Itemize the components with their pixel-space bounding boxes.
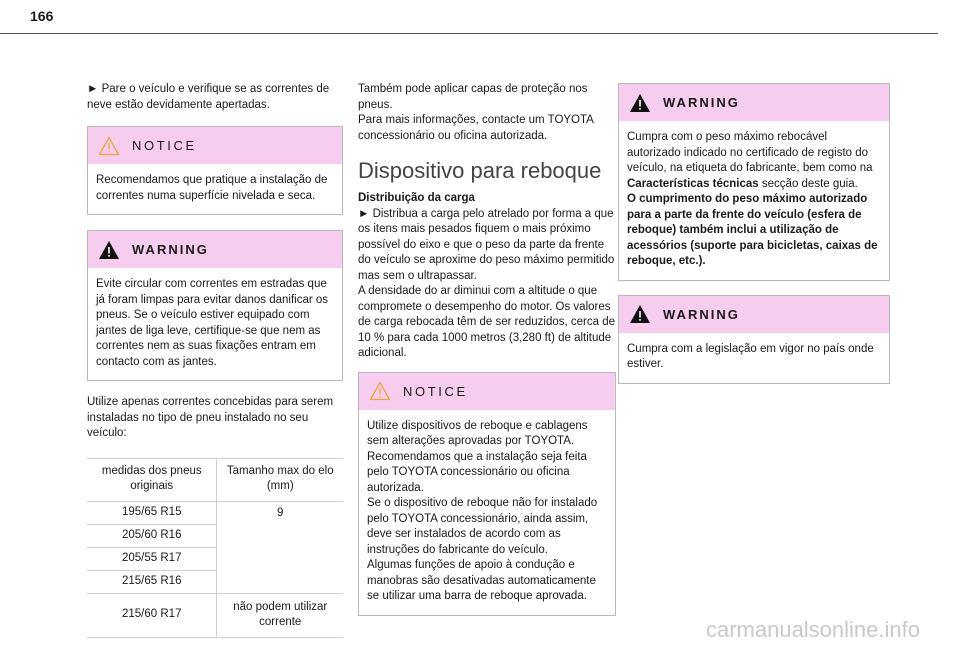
- warning-triangle-icon: [629, 93, 651, 113]
- watermark: carmanualsonline.info: [705, 617, 920, 642]
- towing-weight-text: [627, 130, 881, 192]
- header-rule: [0, 33, 938, 34]
- chains-paragraph: Utilize apenas correntes concebidas para serem instaladas no tipo de pneu instalado no seu veículo:: [87, 396, 334, 439]
- table-cell-tyre: 205/60 R16: [87, 524, 217, 547]
- text-run: secção deste guia.: [758, 177, 858, 190]
- warning-triangle-icon: [98, 240, 120, 260]
- notice-box: [87, 126, 343, 215]
- notice-header: [88, 127, 342, 164]
- caution-triangle-icon: [98, 136, 120, 156]
- contact-dealer-text: Para mais informações, contacte um TOYOTA concessionário ou oficina autorizada.: [358, 114, 594, 142]
- notice-header: [359, 373, 615, 410]
- text-run: Cumpra com o peso máximo rebocável autorizado indicado no certificado de registo do veículo, na etiqueta do fabricante, bem como na: [627, 131, 873, 174]
- warning-body: Evite circular com correntes em estradas que já foram limpas para evitar danos danificar os pneus. Se o veículo estiver equipado com jantes de liga leve, certifique-se que nem as correntes nem as suas fixações entram em contacto com as jantes.: [96, 278, 329, 368]
- table-row: [87, 593, 343, 637]
- caution-triangle-icon: [369, 381, 391, 401]
- load-distribution-text: ► Distribua a carga pelo atrelado por forma a que os itens mais pesados fiquem o mais próximo possível do eixo e que o peso da parte da frente do veículo se aproxime do peso máximo permitido mas sem o ultrapassar.: [358, 207, 615, 282]
- table-header-row: [87, 458, 343, 501]
- load-distribution-heading: Distribuição da carga: [358, 192, 475, 204]
- warning-header: [619, 84, 889, 121]
- column-2: [358, 82, 616, 616]
- warning-body: [619, 121, 889, 280]
- notice-body: Recomendamos que pratique a instalação de correntes numa superfície nivelada e seca.: [96, 174, 328, 202]
- altitude-text: A densidade do ar diminui com a altitude o que compromete o desempenho do motor. Os valores de carga rebocada têm de ser reduzidos, cerca de 10 % para cada 1000 metros (3,280 ft) de altitude adicional.: [358, 285, 615, 359]
- warning-header: [619, 296, 889, 333]
- towball-load-text: O cumprimento do peso máximo autorizado para a parte da frente do veículo (esfera de reboque) também inclui a utilização de acessórios (suporte para bicicletas, caixas de reboque, etc.).: [627, 193, 878, 267]
- table-header-link-size: Tamanho max do elo (mm): [217, 458, 343, 501]
- warning-title: WARNING: [663, 306, 740, 322]
- table-row: [87, 501, 343, 524]
- table-cell-tyre: 215/65 R16: [87, 570, 217, 593]
- notice-line: Utilize dispositivos de reboque e cablagens sem alterações aprovadas por TOYOTA.: [367, 419, 588, 447]
- notice-line: Se o dispositivo de reboque não for instalado pelo TOYOTA concessionário, ainda assim, deve ser instalados de acordo com as instruções do fabricante do veículo.: [367, 497, 598, 556]
- table-cell-tyre: 205/55 R17: [87, 547, 217, 570]
- section-title: Dispositivo para reboque: [358, 158, 602, 183]
- table-cell-link-size: 9: [217, 501, 343, 593]
- warning-header: [88, 231, 342, 268]
- notice-body: [359, 410, 615, 615]
- bullet-paragraph: ► Pare o veículo e verifique se as correntes de neve estão devidamente apertadas.: [87, 83, 330, 111]
- notice-box: [358, 372, 616, 616]
- warning-box: [87, 230, 343, 381]
- notice-line: Recomendamos que a instalação seja feita pelo TOYOTA concessionário ou oficina autorizada.: [367, 450, 587, 494]
- warning-title: WARNING: [663, 95, 740, 110]
- warning-body: Cumpra com a legislação em vigor no país onde estiver.: [627, 342, 874, 370]
- notice-title: NOTICE: [403, 383, 468, 399]
- table-cell-link-size: não podem utilizar corrente: [217, 593, 343, 637]
- table-cell-tyre: 215/60 R17: [87, 593, 217, 637]
- table-cell-tyre: 195/65 R15: [87, 501, 217, 524]
- warning-triangle-icon: [629, 304, 651, 324]
- notice-line: Algumas funções de apoio à condução e manobras são desativadas automaticamente se utilizar uma barra de reboque aprovada.: [367, 559, 596, 602]
- page-number: 166: [30, 8, 54, 24]
- warning-box: [618, 295, 890, 384]
- warning-box: [618, 83, 890, 281]
- protection-caps-text: Também pode aplicar capas de proteção nos pneus.: [358, 83, 588, 111]
- notice-title: NOTICE: [132, 138, 197, 153]
- column-1: [87, 82, 343, 638]
- technical-specs-reference: Características técnicas: [627, 177, 759, 190]
- table-header-tyre-size: medidas dos pneus originais: [87, 458, 217, 501]
- column-3: [618, 83, 890, 384]
- chain-size-table: [87, 458, 343, 638]
- warning-title: WARNING: [132, 242, 209, 257]
